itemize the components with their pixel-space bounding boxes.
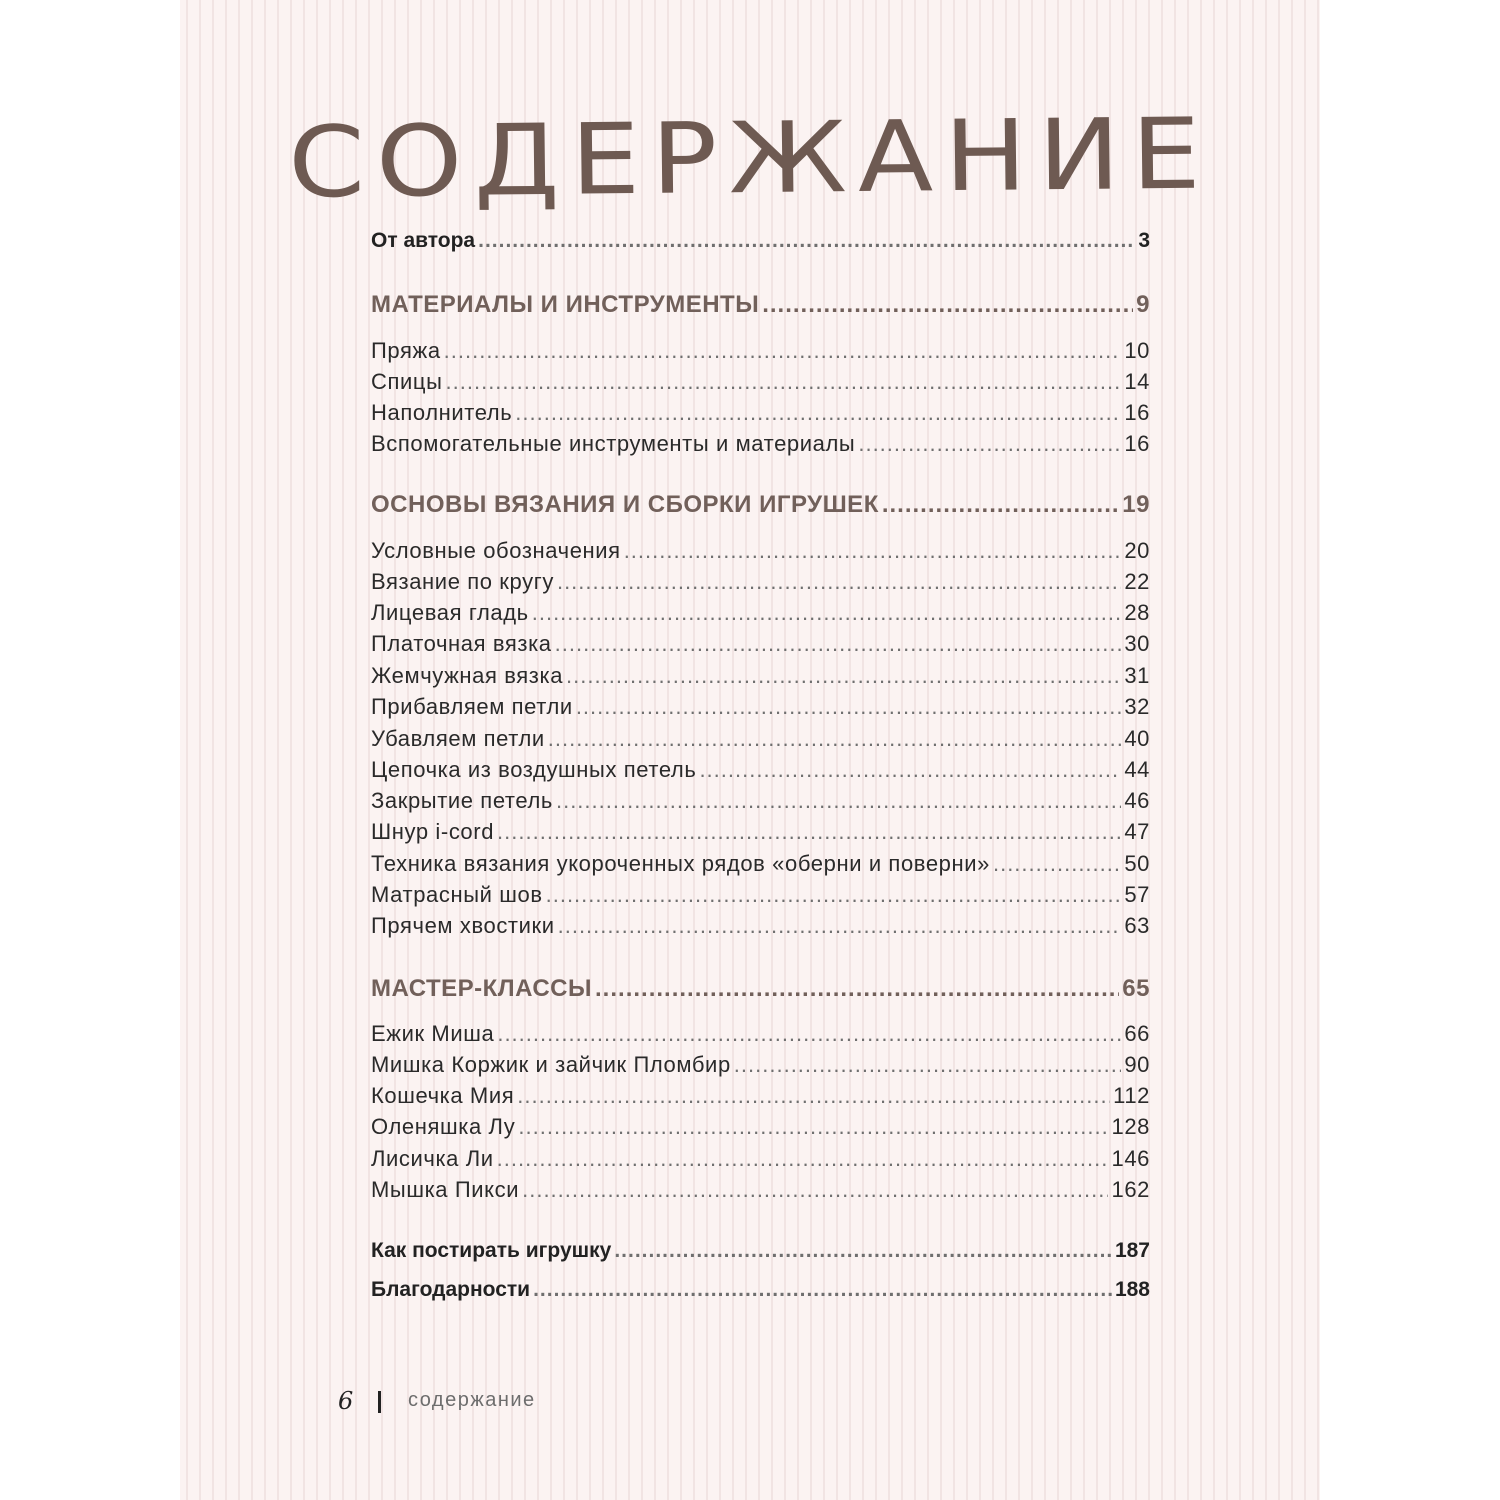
toc-entry[interactable] [371, 600, 1150, 626]
toc-entry-title: Кошечка Мия [371, 1083, 515, 1108]
toc-entry-title: Цепочка из воздушных петель [371, 757, 697, 782]
toc-entry[interactable] [371, 538, 1150, 564]
toc-entry-title: Убавляем петли [371, 726, 545, 751]
toc-leader-dots [576, 694, 1122, 720]
toc-leader-dots [517, 1083, 1110, 1109]
toc-entry-title: Вязание по кругу [371, 569, 554, 594]
toc-entry-title: Условные обозначения [371, 538, 621, 563]
toc-leader-dots [556, 788, 1121, 814]
toc-entry-page: 20 [1124, 538, 1150, 563]
toc-entry-title: Мишка Коржик и зайчик Пломбир [371, 1052, 731, 1077]
toc-leader-dots [444, 338, 1122, 364]
toc-entry-page: 63 [1124, 913, 1150, 938]
toc-leader-dots [858, 431, 1121, 457]
toc-entry[interactable] [371, 1083, 1150, 1109]
toc-entry-page: 14 [1124, 369, 1150, 394]
toc-leader-dots [557, 569, 1121, 595]
toc-leader-dots [532, 600, 1122, 626]
toc-entry-page: 112 [1113, 1083, 1150, 1108]
footer-label: содержание [408, 1389, 536, 1411]
toc-entry-page: 57 [1124, 882, 1150, 907]
toc-leader-dots [555, 631, 1122, 657]
toc-entry-title: Наполнитель [371, 400, 513, 425]
toc-entry[interactable] [371, 1114, 1150, 1140]
toc-leader-dots [515, 400, 1121, 426]
toc-entry-title: МАТЕРИАЛЫ И ИНСТРУМЕНТЫ [371, 291, 760, 318]
toc-entry[interactable] [371, 369, 1150, 395]
toc-entry-title: Прибавляем петли [371, 694, 573, 719]
toc-entry-page: 16 [1124, 431, 1150, 456]
toc-leader-dots [734, 1052, 1122, 1078]
toc-entry-page: 128 [1111, 1114, 1150, 1139]
toc-entry-title: Вспомогательные инструменты и материалы [371, 431, 856, 456]
toc-entry[interactable] [371, 663, 1150, 689]
toc-entry-page: 9 [1136, 291, 1150, 318]
toc-entry[interactable] [371, 975, 1150, 1004]
toc-entry[interactable] [371, 291, 1150, 320]
toc-entry-title: Оленяшка Лу [371, 1114, 516, 1139]
toc-entry-page: 50 [1124, 851, 1150, 876]
toc-entry-page: 90 [1124, 1052, 1150, 1077]
toc-entry-page: 10 [1124, 338, 1150, 363]
page-title: СОДЕРЖАНИЕ [287, 97, 1213, 221]
toc-entry-title: Спицы [371, 369, 443, 394]
toc-entry-page: 146 [1111, 1146, 1150, 1171]
toc-entry[interactable] [371, 757, 1150, 783]
toc-entry[interactable] [371, 569, 1150, 595]
toc-entry[interactable] [371, 851, 1150, 877]
toc-entry[interactable] [371, 913, 1150, 939]
toc-entry-page: 40 [1124, 726, 1150, 751]
toc-leader-dots [497, 819, 1121, 845]
page [180, 0, 1320, 1500]
toc-entry-title: Техника вязания укороченных рядов «оберни и поверни» [371, 851, 990, 876]
toc-entry[interactable] [371, 819, 1150, 845]
toc-entry-title: МАСТЕР-КЛАССЫ [371, 975, 593, 1002]
toc-entry[interactable] [371, 491, 1150, 520]
toc-entry-title: Ежик Миша [371, 1021, 495, 1046]
toc-entry[interactable] [371, 726, 1150, 752]
toc-entry-title: Закрытие петель [371, 788, 553, 813]
toc-entry-title: Платочная вязка [371, 631, 552, 656]
toc-leader-dots [522, 1177, 1108, 1203]
toc-entry[interactable] [371, 1146, 1150, 1172]
toc-entry-title: Матрасный шов [371, 882, 543, 907]
toc-leader-dots [478, 229, 1135, 254]
toc-entry[interactable] [371, 694, 1150, 720]
toc-leader-dots [558, 913, 1122, 939]
toc-entry[interactable] [371, 400, 1150, 426]
toc-leader-dots [548, 726, 1122, 752]
toc-entry[interactable] [371, 229, 1150, 254]
toc-leader-dots [882, 491, 1119, 520]
toc-entry-page: 46 [1124, 788, 1150, 813]
toc-entry[interactable] [371, 431, 1150, 457]
toc-leader-dots [446, 369, 1122, 395]
toc-entry-title: От автора [371, 229, 476, 252]
toc-entry-page: 3 [1138, 229, 1150, 252]
toc-leader-dots [518, 1114, 1108, 1140]
toc-entry[interactable] [371, 631, 1150, 657]
toc-entry-page: 19 [1122, 491, 1150, 518]
toc-entry-page: 28 [1124, 600, 1150, 625]
toc-entry[interactable] [371, 1177, 1150, 1203]
toc-entry-page: 65 [1122, 975, 1150, 1002]
toc-entry-title: Лисичка Ли [371, 1146, 494, 1171]
toc-entry-page: 16 [1124, 400, 1150, 425]
toc-entry[interactable] [371, 1052, 1150, 1078]
toc-entry-page: 187 [1114, 1239, 1150, 1262]
toc-entry-page: 32 [1124, 694, 1150, 719]
toc-leader-dots [497, 1146, 1109, 1172]
toc-entry-title: Благодарности [371, 1278, 531, 1301]
toc-entry-page: 44 [1124, 757, 1150, 782]
toc-leader-dots [624, 538, 1122, 564]
toc-entry-page: 22 [1124, 569, 1150, 594]
toc-entry[interactable] [371, 788, 1150, 814]
toc-entry-page: 47 [1124, 819, 1150, 844]
toc-entry-title: Лицевая гладь [371, 600, 529, 625]
toc-leader-dots [614, 1239, 1112, 1264]
toc-entry-title: Жемчужная вязка [371, 663, 564, 688]
toc-entry-title: Прячем хвостики [371, 913, 555, 938]
page-number: 6 [338, 1387, 354, 1415]
toc-entry[interactable] [371, 882, 1150, 908]
toc-entry[interactable] [371, 338, 1150, 364]
toc-entry-page: 31 [1124, 663, 1150, 688]
footer-divider [378, 1391, 381, 1413]
toc-entry-page: 188 [1114, 1278, 1150, 1301]
toc-entry-page: 162 [1111, 1177, 1150, 1202]
toc-leader-dots [497, 1021, 1121, 1047]
toc-entry[interactable] [371, 1278, 1150, 1303]
toc-entry-page: 66 [1124, 1021, 1150, 1046]
toc-leader-dots [533, 1278, 1112, 1303]
toc-entry-title: ОСНОВЫ ВЯЗАНИЯ И СБОРКИ ИГРУШЕК [371, 491, 879, 518]
toc-leader-dots [566, 663, 1121, 689]
toc-entry-page: 30 [1124, 631, 1150, 656]
toc-entry-title: Пряжа [371, 338, 441, 363]
toc-leader-dots [546, 882, 1122, 908]
toc-leader-dots [595, 975, 1119, 1004]
toc-leader-dots [699, 757, 1121, 783]
toc-entry-title: Мышка Пикси [371, 1177, 520, 1202]
toc-entry[interactable] [371, 1021, 1150, 1047]
toc-entry-title: Как постирать игрушку [371, 1239, 612, 1262]
toc-leader-dots [762, 291, 1133, 320]
toc-entry[interactable] [371, 1239, 1150, 1264]
toc-leader-dots [993, 851, 1121, 877]
toc-entry-title: Шнур i-cord [371, 819, 495, 844]
